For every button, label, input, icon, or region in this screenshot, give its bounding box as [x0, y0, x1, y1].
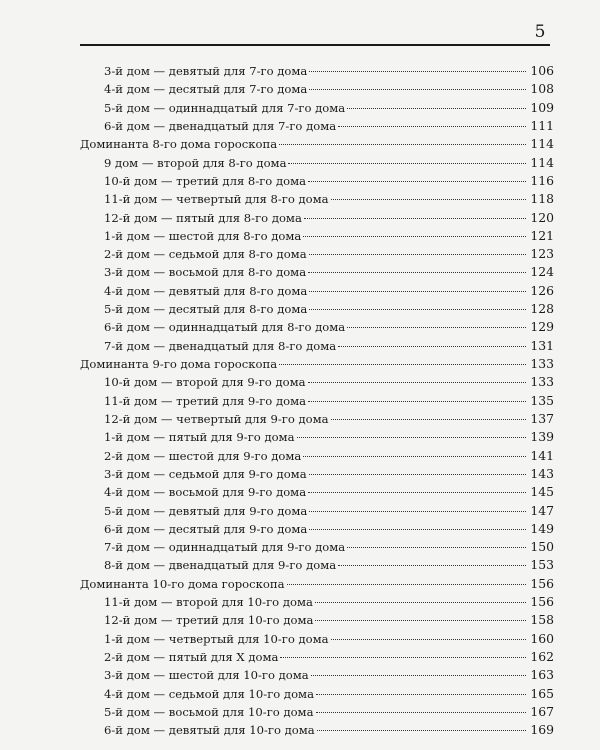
toc-dot-leader: [309, 529, 526, 530]
toc-page-number: 129: [530, 319, 554, 335]
toc-entry-label: 5-й дом — десятый для 8-го дома: [104, 302, 308, 317]
toc-entry: [80, 209, 554, 227]
toc-dot-leader: [303, 456, 526, 457]
toc-entry-label: 6-й дом — десятый для 9-го дома: [104, 521, 308, 536]
toc-page-number: 139: [530, 429, 554, 445]
toc-entry-label: 11-й дом — третий для 9-го дома: [104, 393, 307, 408]
toc-page-number: 131: [530, 337, 554, 353]
toc-dot-leader: [316, 694, 526, 695]
toc-entry-label: 7-й дом — двенадцатый для 8-го дома: [104, 338, 337, 353]
toc-entry: [80, 80, 554, 98]
toc-dot-leader: [311, 675, 526, 676]
toc-entry: [80, 538, 554, 556]
toc-entry: [80, 190, 554, 208]
toc-entry-label: 11-й дом — четвертый для 8-го дома: [104, 192, 329, 207]
toc-section-heading: [80, 355, 554, 373]
toc-dot-leader: [309, 291, 526, 292]
toc-page-number: 121: [530, 227, 554, 243]
toc-entry: [80, 630, 554, 648]
toc-dot-leader: [297, 437, 527, 438]
toc-entry: [80, 300, 554, 318]
toc-page-number: 167: [530, 703, 554, 719]
toc-page-number: 135: [530, 392, 554, 408]
toc-dot-leader: [317, 730, 526, 731]
toc-entry-label: 3-й дом — седьмой для 9-го дома: [104, 466, 307, 481]
toc-entry: [80, 428, 554, 446]
toc-entry: [80, 483, 554, 501]
toc-page-number: 158: [530, 612, 554, 628]
toc-dot-leader: [331, 199, 526, 200]
toc-entry: [80, 337, 554, 355]
toc-entry-label: 6-й дом — одиннадцатый для 8-го дома: [104, 320, 346, 335]
toc-page-number: 120: [530, 209, 554, 225]
toc-page-number: 165: [530, 685, 554, 701]
page-number: 5: [534, 22, 546, 42]
toc-page-number: 156: [530, 575, 554, 591]
toc-page-number: 128: [530, 301, 554, 317]
toc-dot-leader: [331, 639, 526, 640]
toc-entry: [80, 117, 554, 135]
toc-page-number: 150: [530, 539, 554, 555]
toc-page-number: 149: [530, 520, 554, 536]
toc-entry-label: 5-й дом — девятый для 9-го дома: [104, 503, 308, 518]
toc-dot-leader: [309, 254, 526, 255]
toc-dot-leader: [308, 401, 526, 402]
toc-dot-leader: [288, 163, 526, 164]
toc-dot-leader: [338, 346, 526, 347]
toc-entry-label: 3-й дом — восьмой для 8-го дома: [104, 265, 307, 280]
toc-page-number: 114: [530, 154, 554, 170]
toc-entry-label: 3-й дом — девятый для 7-го дома: [104, 64, 308, 78]
toc-page-number: 169: [530, 722, 554, 738]
toc-entry-label: 10-й дом — второй для 9-го дома: [104, 375, 306, 390]
toc-page-number: 114: [530, 136, 554, 152]
toc-entry: [80, 611, 554, 629]
toc-entry-label: 1-й дом — пятый для 9-го дома: [104, 430, 295, 445]
toc-entry: [80, 556, 554, 574]
toc-dot-leader: [315, 620, 526, 621]
toc-entry: [80, 154, 554, 172]
toc-dot-leader: [315, 602, 526, 603]
toc-entry-label: 4-й дом — восьмой для 9-го дома: [104, 485, 307, 500]
toc-page-number: 116: [530, 172, 554, 188]
toc-page-number: 141: [530, 447, 554, 463]
toc-entry-label: 12-й дом — четвертый для 9-го дома: [104, 411, 329, 426]
toc-entry: [80, 245, 554, 263]
toc-entry: [80, 318, 554, 336]
toc-entry-label: 6-й дом — двенадцатый для 7-го дома: [104, 118, 337, 133]
header-rule: [80, 44, 550, 46]
toc-page-number: 111: [530, 117, 554, 133]
toc-page-number: 145: [530, 484, 554, 500]
toc-entry: [80, 666, 554, 684]
toc-entry: [80, 593, 554, 611]
toc-entry: [80, 703, 554, 721]
toc-dot-leader: [279, 144, 526, 145]
toc-dot-leader: [347, 108, 526, 109]
toc-entry-label: 12-й дом — третий для 10-го дома: [104, 613, 314, 628]
toc-entry-label: 5-й дом — одиннадцатый для 7-го дома: [104, 100, 346, 115]
table-of-contents: [80, 62, 554, 740]
toc-dot-leader: [316, 712, 527, 713]
toc-section-heading: [80, 135, 554, 153]
toc-dot-leader: [309, 309, 526, 310]
toc-entry-label: 6-й дом — девятый для 10-го дома: [104, 723, 315, 738]
toc-entry-label: 1-й дом — шестой для 8-го дома: [104, 228, 302, 243]
toc-dot-leader: [308, 181, 526, 182]
toc-entry: [80, 373, 554, 391]
toc-dot-leader: [308, 272, 526, 273]
toc-section-heading: [80, 575, 554, 593]
toc-entry-label: 4-й дом — десятый для 7-го дома: [104, 82, 308, 97]
toc-page-number: 156: [530, 594, 554, 610]
toc-entry: [80, 227, 554, 245]
toc-dot-leader: [279, 364, 526, 365]
toc-entry-label: 4-й дом — девятый для 8-го дома: [104, 283, 308, 298]
toc-dot-leader: [304, 218, 526, 219]
toc-page-number: 137: [530, 410, 554, 426]
toc-page-number: 133: [530, 374, 554, 390]
toc-entry-label: 2-й дом — пятый для X дома: [104, 650, 279, 664]
toc-entry: [80, 62, 554, 80]
toc-entry-label: Доминанта 9-го дома гороскопа: [80, 357, 278, 371]
toc-dot-leader: [309, 89, 526, 90]
toc-page-number: 108: [530, 81, 554, 97]
toc-dot-leader: [280, 657, 526, 658]
toc-entry-label: 10-й дом — третий для 8-го дома: [104, 173, 307, 188]
toc-page-number: 126: [530, 282, 554, 298]
toc-page-number: 147: [530, 502, 554, 518]
toc-page-number: 153: [530, 557, 554, 573]
toc-dot-leader: [331, 419, 526, 420]
toc-dot-leader: [309, 511, 526, 512]
toc-entry-label: 8-й дом — двенадцатый для 9-го дома: [104, 558, 337, 573]
toc-page-number: 143: [530, 465, 554, 481]
toc-dot-leader: [309, 71, 526, 72]
toc-entry: [80, 172, 554, 190]
toc-entry: [80, 465, 554, 483]
toc-dot-leader: [347, 327, 526, 328]
toc-page-number: 124: [530, 264, 554, 280]
toc-page-number: 160: [530, 630, 554, 646]
toc-entry: [80, 520, 554, 538]
toc-entry-label: 1-й дом — четвертый для 10-го дома: [104, 631, 329, 646]
toc-dot-leader: [347, 547, 526, 548]
toc-page-number: 123: [530, 246, 554, 262]
toc-entry-label: 2-й дом — седьмой для 8-го дома: [104, 247, 307, 262]
toc-dot-leader: [303, 236, 526, 237]
toc-page-number: 162: [530, 649, 554, 664]
toc-page-number: 106: [530, 63, 554, 78]
toc-entry: [80, 410, 554, 428]
toc-entry-label: 4-й дом — седьмой для 10-го дома: [104, 686, 314, 701]
toc-dot-leader: [309, 474, 526, 475]
toc-entry: [80, 99, 554, 117]
toc-entry: [80, 685, 554, 703]
toc-entry: [80, 392, 554, 410]
toc-entry: [80, 282, 554, 300]
toc-entry-label: 9 дом — второй для 8-го дома: [104, 155, 287, 170]
toc-entry: [80, 721, 554, 739]
toc-entry: [80, 648, 554, 666]
toc-entry-label: 7-й дом — одиннадцатый для 9-го дома: [104, 540, 346, 555]
toc-entry-label: Доминанта 8-го дома гороскопа: [80, 137, 278, 152]
toc-page-number: 118: [530, 191, 554, 207]
toc-page-number: 163: [530, 667, 554, 683]
toc-entry-label: 2-й дом — шестой для 9-го дома: [104, 448, 302, 463]
toc-entry: [80, 447, 554, 465]
toc-entry: [80, 502, 554, 520]
toc-entry-label: 11-й дом — второй для 10-го дома: [104, 595, 313, 610]
toc-dot-leader: [308, 382, 526, 383]
toc-entry-label: 12-й дом — пятый для 8-го дома: [104, 210, 302, 225]
toc-dot-leader: [287, 584, 527, 585]
toc-dot-leader: [338, 565, 526, 566]
toc-page-number: 109: [530, 99, 554, 115]
toc-entry-label: 5-й дом — восьмой для 10-го дома: [104, 704, 314, 719]
toc-entry-label: 3-й дом — шестой для 10-го дома: [104, 668, 309, 683]
toc-page-number: 133: [530, 356, 554, 371]
toc-dot-leader: [338, 126, 526, 127]
toc-entry-label: Доминанта 10-го дома гороскопа: [80, 576, 285, 591]
toc-dot-leader: [308, 492, 526, 493]
toc-entry: [80, 263, 554, 281]
